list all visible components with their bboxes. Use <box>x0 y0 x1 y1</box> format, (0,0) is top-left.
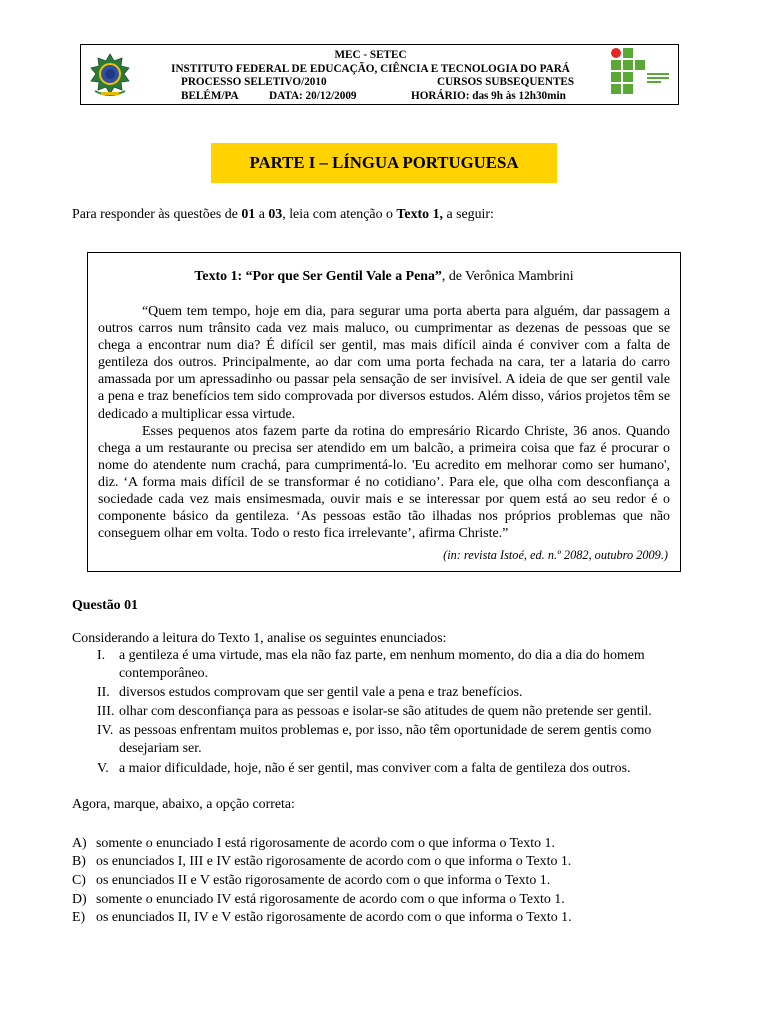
part-banner: PARTE I – LÍNGUA PORTUGUESA <box>211 143 557 183</box>
list-item: V. a maior dificuldade, hoje, não é ser gentil, mas conviver com a falta de gentileza dos outros. <box>97 761 631 776</box>
text-1-paragraph: “Quem tem tempo, hoje em dia, para segurar uma porta aberta para alguém, dar passagem a outros carros num trânsito cada vez mais maluco, ou cumprimentar as dezenas de pessoas que se chega a encontrar num dia? É difícil ser gentil, mas mais difícil ainda é conviver com a falta de gentileza dos outros. Principalmente, ao dar com uma porta fechada na cara, ter a lataria do carro amassada por um apressadinho ou passar pela sensação de ser invisível. A ideia de que ser gentil vale a pena e traz benefícios tem sido comprovada por diversos estudos. Além disso, vários projetos têm se dedicado a multiplicar essa virtude. <box>98 304 670 422</box>
text-1-title: Texto 1: “Por que Ser Gentil Vale a Pena”, de Verônica Mambrini <box>194 269 574 284</box>
question-title: Questão 01 <box>72 598 138 613</box>
header-place: BELÉM/PA <box>181 89 239 102</box>
list-item: I. a gentileza é uma virtude, mas ela não faz parte, em nenhum momento, do dia a dia do homem contemporâneo. <box>97 648 645 681</box>
answer-option-c[interactable]: C) os enunciados II e V estão rigorosamente de acordo com o que informa o Texto 1. <box>72 873 551 888</box>
header-courses: CURSOS SUBSEQUENTES <box>437 76 575 88</box>
answer-option-a[interactable]: A) somente o enunciado I está rigorosamente de acordo com o que informa o Texto 1. <box>72 836 555 851</box>
header-time: HORÁRIO: das 9h às 12h30min <box>411 89 566 102</box>
text-1-paragraph: Esses pequenos atos fazem parte da rotina do empresário Ricardo Christe, 36 anos. Quando chega a um restaurante ou precisa ser atendido em um balcão, a primeira coisa que faz é procurar o nome do atendente num crachá, para cumprimentá-lo. 'Eu acredito em melhorar como ser humano', diz. ‘A forma mais difícil de se transformar é no cotidiano’. Para ele, que olha com desconfiança a sociedade cada vez mais ensimesmada, ouvir mais e se interessar por quem está ao seu redor é o componente básico da gentileza. ‘As pessoas estão tão ilhadas nos próprios problemas que não conseguem olhar em volta. Todo o resto fica irrelevante’, afirma Christe.” <box>98 423 670 542</box>
intro-sentence: Para responder às questões de 01 a 03, leia com atenção o Texto 1, a seguir: <box>72 207 494 222</box>
text-1-box <box>87 252 681 572</box>
list-item: II. diversos estudos comprovam que ser gentil vale a pena e traz benefícios. <box>97 685 523 700</box>
text-1-body <box>98 303 670 542</box>
question-instruction: Agora, marque, abaixo, a opção correta: <box>72 797 295 812</box>
list-item: IV. as pessoas enfrentam muitos problemas e, por isso, não têm oportunidade de serem gentis como desejariam ser. <box>97 723 652 756</box>
header-process: PROCESSO SELETIVO/2010 <box>181 76 327 88</box>
header-line-1: MEC - SETEC <box>334 49 407 61</box>
brazil-coat-of-arms-icon <box>89 53 131 99</box>
ifpa-logo-icon <box>610 47 672 103</box>
question-prompt: Considerando a leitura do Texto 1, analise os seguintes enunciados: <box>72 631 447 646</box>
list-item: III. olhar com desconfiança para as pessoas e isolar-se são atitudes de quem não pretende ser gentil. <box>97 704 652 719</box>
answer-option-d[interactable]: D) somente o enunciado IV está rigorosamente de acordo com o que informa o Texto 1. <box>72 892 565 907</box>
answer-option-e[interactable]: E) os enunciados II, IV e V estão rigorosamente de acordo com o que informa o Texto 1. <box>72 910 572 925</box>
exam-header <box>80 44 679 105</box>
header-institution: INSTITUTO FEDERAL DE EDUCAÇÃO, CIÊNCIA E TECNOLOGIA DO PARÁ <box>171 62 570 75</box>
answer-option-b[interactable]: B) os enunciados I, III e IV estão rigorosamente de acordo com o que informa o Texto 1. <box>72 854 572 869</box>
header-date: DATA: 20/12/2009 <box>269 89 357 102</box>
text-1-source: (in: revista Istoé, ed. n.º 2082, outubro 2009.) <box>443 548 668 562</box>
